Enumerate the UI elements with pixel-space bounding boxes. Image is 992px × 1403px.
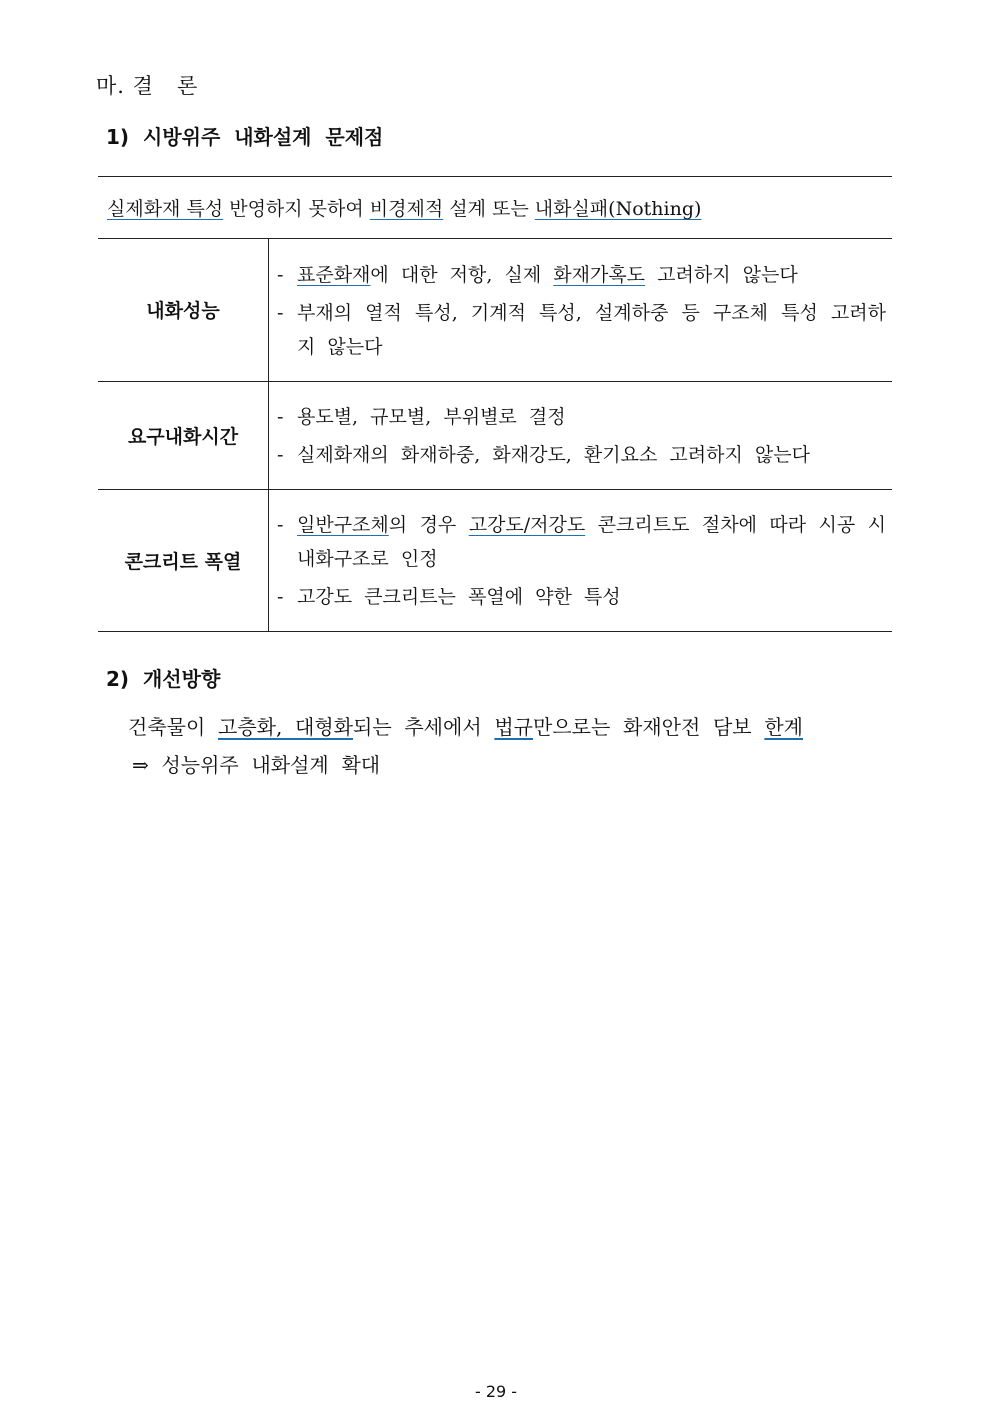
table-row xyxy=(98,489,892,631)
item-plain-text: 고려하지 않는다 xyxy=(645,263,798,286)
item-text: 실제화재의 화재하중, 화재강도, 환기요소 고려하지 않는다 xyxy=(297,444,810,466)
row-items xyxy=(269,239,893,381)
item-plain-text: 콘크리트도 절차에 따라 시공 시 내화구조로 인정 xyxy=(297,514,899,570)
row-label: 콘크리트 폭열 xyxy=(98,489,269,631)
item-underlined-text: 고강도/저강도 xyxy=(468,514,586,536)
item-plain-text: 에 대한 저항, 실제 xyxy=(370,263,554,286)
item-dash: - xyxy=(277,586,284,608)
list-item xyxy=(277,508,899,576)
paragraph-text: 만으로는 화재안전 담보 xyxy=(533,715,765,739)
table-row xyxy=(98,239,892,381)
banner-underlined-text: 실제화재 특성 xyxy=(107,198,224,220)
paragraph-text: 되는 추세에서 xyxy=(353,715,495,739)
item-text xyxy=(297,508,899,576)
item-underlined-text: 화재가혹도 xyxy=(553,263,646,286)
list-item xyxy=(277,296,886,364)
item-dash: - xyxy=(277,444,284,466)
banner-underlined-text: 내화실패(Nothing) xyxy=(534,198,702,220)
problems-table xyxy=(98,176,899,632)
item-plain-text: 의 경우 xyxy=(388,514,469,536)
table-row xyxy=(98,381,892,489)
item-underlined-text: 표준화재 xyxy=(297,263,371,286)
subsection-heading-problems: 1) 시방위주 내화설계 문제점 xyxy=(106,125,384,149)
row-items xyxy=(269,489,899,631)
item-dash: - xyxy=(277,514,284,536)
list-item xyxy=(277,580,886,614)
banner-underlined-text: 비경제적 xyxy=(369,198,444,220)
section-heading: 마. 결 론 xyxy=(96,74,199,98)
item-text xyxy=(297,258,886,292)
table-banner xyxy=(98,176,892,239)
conclusion-line: ⇒ 성능위주 내화설계 확대 xyxy=(132,753,381,777)
row-items xyxy=(269,381,893,489)
item-dash: - xyxy=(277,263,284,286)
paragraph-line xyxy=(128,708,900,746)
row-label: 요구내화시간 xyxy=(98,381,269,489)
page-number: - 29 - xyxy=(474,1382,518,1401)
item-text: 용도별, 규모별, 부위별로 결정 xyxy=(297,406,566,428)
list-item xyxy=(277,438,886,472)
problems-grid xyxy=(98,239,899,632)
improvement-paragraph xyxy=(128,708,900,784)
item-text: 부재의 열적 특성, 기계적 특성, 설계하중 등 구조체 특성 고려하지 않는다 xyxy=(297,301,886,358)
item-underlined-text: 일반구조체 xyxy=(297,514,389,536)
paragraph-underlined-text: 고층화, 대형화 xyxy=(218,715,353,739)
banner-text: 반영하지 못하여 xyxy=(223,198,370,220)
paragraph-text: 건축물이 xyxy=(128,715,218,739)
item-dash: - xyxy=(277,406,284,428)
item-dash: - xyxy=(277,301,284,324)
row-label: 내화성능 xyxy=(98,239,269,381)
paragraph-underlined-text: 한계 xyxy=(764,715,803,739)
subsection-heading-improvement: 2) 개선방향 xyxy=(106,667,221,691)
paragraph-underlined-text: 법규 xyxy=(494,715,533,739)
list-item xyxy=(277,258,886,292)
banner-text: 설계 또는 xyxy=(443,198,535,220)
item-text: 고강도 큰크리트는 폭열에 약한 특성 xyxy=(297,586,621,608)
list-item xyxy=(277,400,886,434)
